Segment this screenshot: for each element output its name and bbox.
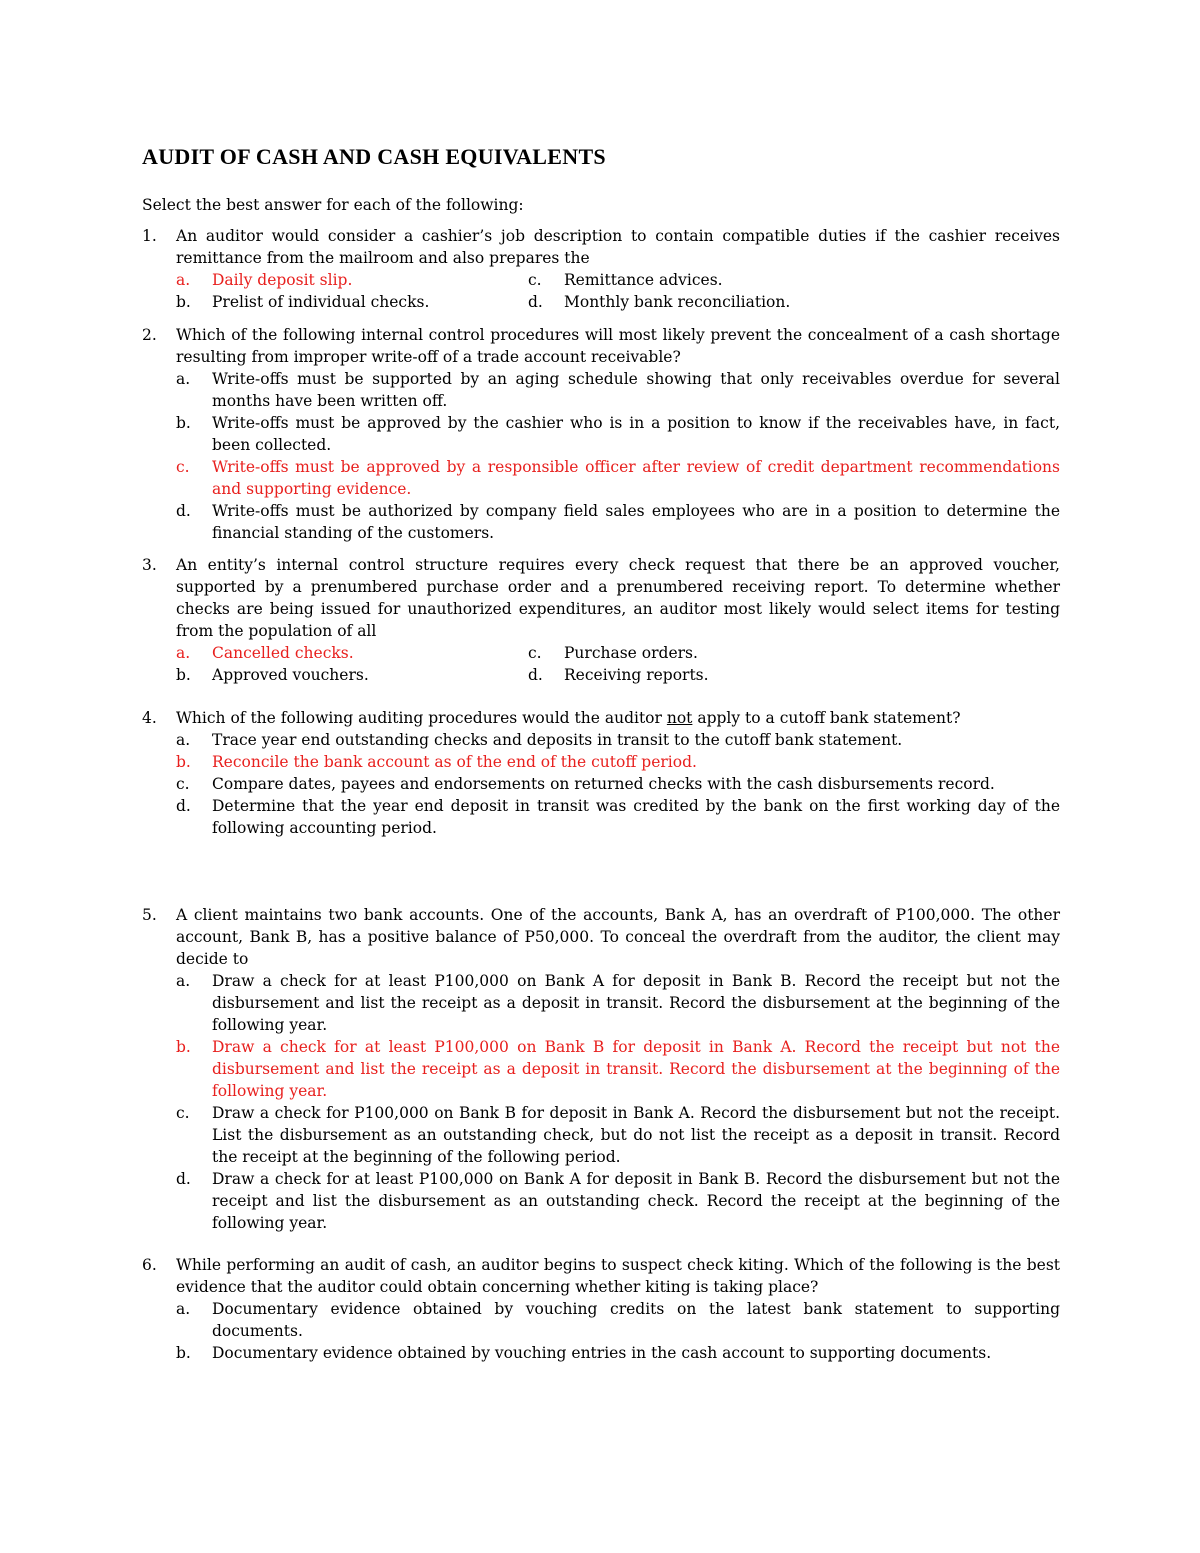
option-a: a. Cancelled checks. <box>176 644 354 662</box>
question-number: 4. <box>142 709 157 727</box>
option-a: a. Write-offs must be supported by an aging schedule showing that only receivables overdue for several months have been written off. <box>176 370 1060 410</box>
question-4 <box>142 707 1060 839</box>
option-b: b. Draw a check for at least P100,000 on Bank B for deposit in Bank A. Record the receipt but not the disbursement and list the receipt as a deposit in transit. Record the disbursement at the beginning of the following year. <box>176 1038 1060 1100</box>
option-c: c. Write-offs must be approved by a responsible officer after review of credit department recommendations and supporting evidence. <box>176 458 1060 498</box>
option-d: d. Receiving reports. <box>528 666 709 684</box>
option-a: a. Documentary evidence obtained by vouching credits on the latest bank statement to supporting documents. <box>176 1300 1060 1340</box>
option-b: b. Documentary evidence obtained by vouching entries in the cash account to supporting documents. <box>176 1344 992 1362</box>
option-c: c. Draw a check for P100,000 on Bank B for deposit in Bank A. Record the disbursement but not the receipt. List the disbursement as an outstanding check, but do not list the receipt as a deposit in transit. Record the receipt at the beginning of the following period. <box>176 1104 1060 1166</box>
underlined-word: not <box>666 709 693 727</box>
option-c: c. Compare dates, payees and endorsements on returned checks with the cash disbursements record. <box>176 775 995 793</box>
option-d: d. Determine that the year end deposit in transit was credited by the bank on the first working day of the following accounting period. <box>176 797 1060 837</box>
option-b: b. Write-offs must be approved by the cashier who is in a position to know if the receivables have, in fact, been collected. <box>176 414 1060 454</box>
option-d: d. Monthly bank reconciliation. <box>528 293 791 311</box>
option-c: c. Purchase orders. <box>528 644 698 662</box>
option-a: a. Daily deposit slip. <box>176 271 353 289</box>
question-3 <box>142 554 1060 686</box>
option-b: b. Reconcile the bank account as of the end of the cutoff period. <box>176 753 697 771</box>
question-text: An entity’s internal control structure requires every check request that there be an approved voucher, supported by a prenumbered purchase order and a prenumbered receiving report. To determine whether checks are being issued for unauthorized expenditures, an auditor most likely would select items for testing from the population of all <box>176 556 1060 640</box>
question-2 <box>142 324 1060 544</box>
question-text: While performing an audit of cash, an auditor begins to suspect check kiting. Which of the following is the best evidence that the auditor could obtain concerning whether kiting is taking place? <box>176 1256 1060 1296</box>
question-text: An auditor would consider a cashier’s job description to contain compatible duties if the cashier receives remittance from the mailroom and also prepares the <box>176 227 1060 267</box>
question-number: 5. <box>142 906 157 924</box>
question-number: 6. <box>142 1256 157 1274</box>
options-grid <box>176 642 1060 686</box>
question-number: 3. <box>142 556 157 574</box>
option-a: a. Draw a check for at least P100,000 on Bank A for deposit in Bank B. Record the receipt but not the disbursement and list the receipt as a deposit in transit. Record the disbursement at the beginning of the following year. <box>176 972 1060 1034</box>
question-text: Which of the following auditing procedures would the auditor not apply to a cutoff bank statement? <box>176 709 961 727</box>
option-d: d. Draw a check for at least P100,000 on Bank A for deposit in Bank B. Record the disbursement but not the receipt and list the disbursement as an outstanding check. Record the receipt at the beginning of the following year. <box>176 1170 1060 1232</box>
question-6 <box>142 1254 1060 1364</box>
option-a: a. Trace year end outstanding checks and deposits in transit to the cutoff bank statement. <box>176 731 903 749</box>
question-text: A client maintains two bank accounts. One of the accounts, Bank A, has an overdraft of P100,000. The other account, Bank B, has a positive balance of P50,000. To conceal the overdraft from the auditor, the client may decide to <box>176 906 1060 968</box>
option-b: b. Prelist of individual checks. <box>176 293 430 311</box>
question-number: 1. <box>142 227 157 245</box>
page-title: AUDIT OF CASH AND CASH EQUIVALENTS <box>142 144 606 169</box>
question-text: Which of the following internal control procedures will most likely prevent the concealment of a cash shortage resulting from improper write-off of a trade account receivable? <box>176 326 1060 366</box>
option-d: d. Write-offs must be authorized by company field sales employees who are in a position to determine the financial standing of the customers. <box>176 502 1060 542</box>
question-5 <box>142 904 1060 1234</box>
option-c: c. Remittance advices. <box>528 271 723 289</box>
options-grid <box>176 269 1060 313</box>
option-b: b. Approved vouchers. <box>176 666 369 684</box>
instructions: Select the best answer for each of the following: <box>142 196 524 214</box>
question-1 <box>142 225 1060 313</box>
question-number: 2. <box>142 326 157 344</box>
